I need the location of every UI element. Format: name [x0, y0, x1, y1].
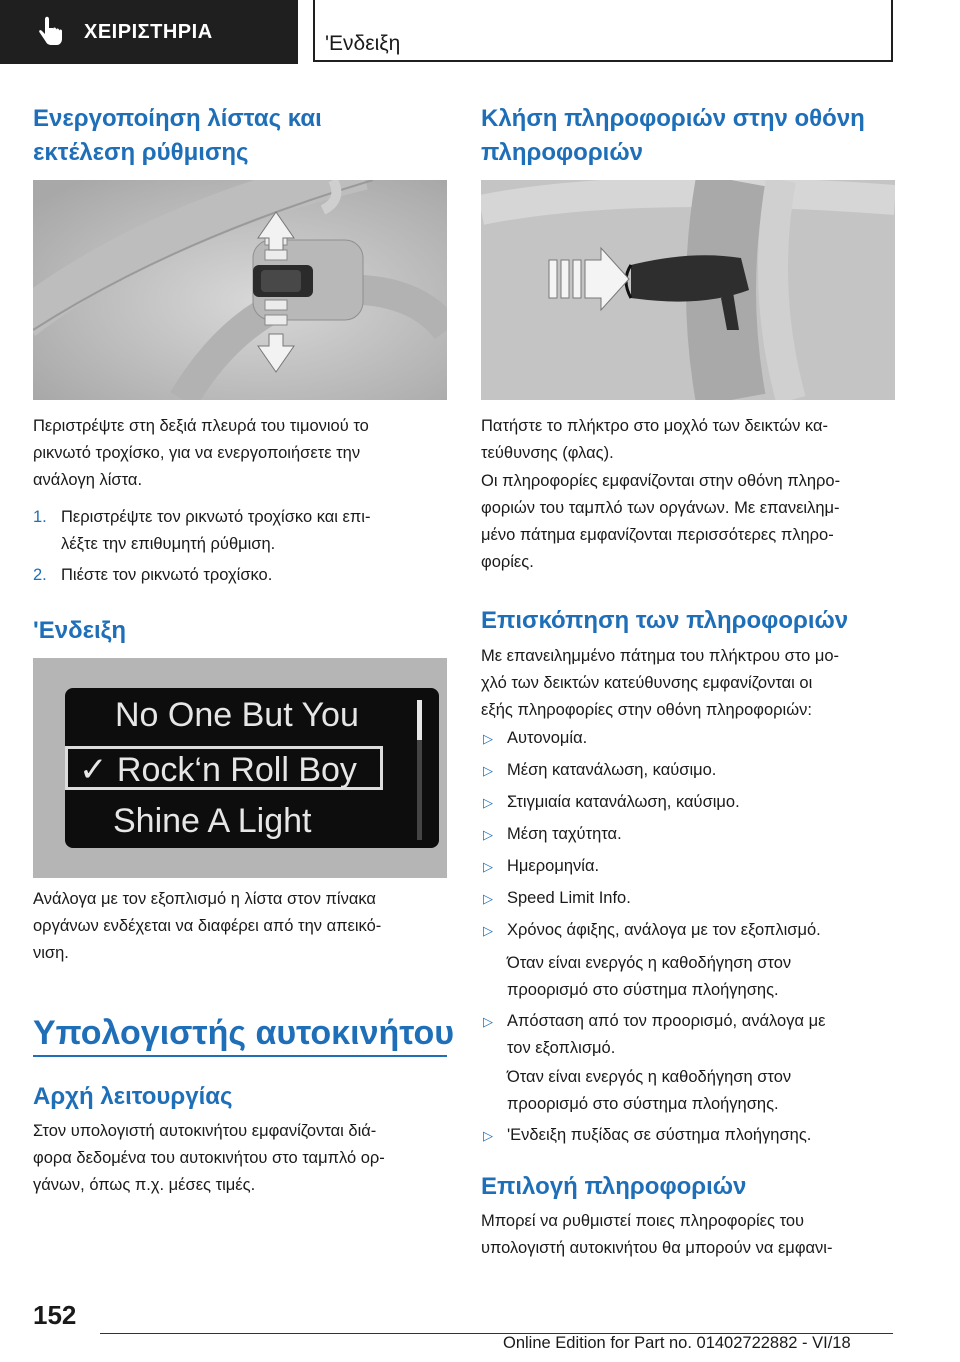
section-header — [0, 0, 298, 64]
display-item: No One But You — [115, 696, 359, 734]
text-line: Μπορεί να ρυθμιστεί ποιες πληροφορίες του — [481, 1212, 805, 1230]
triangle-bullet-icon: ▷ — [483, 731, 493, 746]
text-line: προορισμό στο σύστημα πλοήγησης. — [507, 1095, 779, 1113]
pointing-hand-icon — [30, 12, 70, 52]
text-line: προορισμό στο σύστημα πλοήγησης. — [507, 981, 779, 999]
display-item: Shine A Light — [113, 802, 312, 840]
text-line: Περιστρέψτε στη δεξιά πλευρά του τιμονιού το — [33, 417, 369, 435]
paragraph-overview — [481, 643, 901, 724]
text-line: Απόσταση από τον προορισμό, ανάλογα με — [507, 1012, 826, 1030]
triangle-bullet-icon: ▷ — [483, 795, 493, 810]
paragraph-principle — [33, 1118, 453, 1199]
text-line: τεύθυνσης (φλας). — [481, 444, 614, 462]
step-text — [61, 504, 449, 558]
display-item-selected: ✓ Rock‘n Roll Boy — [79, 751, 357, 789]
paragraph-info-display — [481, 468, 901, 576]
paragraph-rotate — [33, 413, 453, 494]
list-item-note — [507, 1064, 897, 1118]
text-line: Με επανειλημμένο πάτημα του πλήκτρου στο μο‐ — [481, 647, 840, 665]
steering-wheel-illustration — [33, 180, 447, 400]
display-figure — [33, 658, 447, 878]
text-line: χλό των δεικτών κατεύθυνσης εμφανίζονται οι — [481, 674, 813, 692]
heading-overview: Επισκόπηση των πληροφοριών — [481, 607, 849, 634]
text-line: Πιέστε τον ρικνωτό τροχίσκο. — [61, 566, 273, 584]
display-screen — [65, 688, 439, 848]
step-number: 2. — [33, 566, 47, 584]
triangle-bullet-icon: ▷ — [483, 763, 493, 778]
list-item-text: Μέση ταχύτητα. — [507, 825, 622, 843]
list-item-text: Speed Limit Info. — [507, 889, 631, 907]
text-line: Πατήστε το πλήκτρο στο μοχλό των δεικτών κα‐ — [481, 417, 828, 435]
turn-signal-figure — [481, 180, 895, 400]
scroll-track — [417, 740, 422, 840]
paragraph-equipment — [33, 886, 453, 967]
heading-line: Ενεργοποίηση λίστας και — [33, 105, 322, 132]
triangle-bullet-icon: ▷ — [483, 1014, 493, 1029]
text-line: εξής πληροφορίες στην οθόνη πληροφοριών: — [481, 701, 812, 719]
triangle-bullet-icon: ▷ — [483, 891, 493, 906]
heading-line: Κλήση πληροφοριών στην οθόνη — [481, 105, 865, 132]
text-line: ανάλογη λίστα. — [33, 471, 143, 489]
list-item-text: Στιγμιαία κατανάλωση, καύσιμο. — [507, 793, 740, 811]
list-item-text: 'Ενδειξη πυξίδας σε σύστημα πλοήγησης. — [507, 1126, 812, 1144]
edition-text: Online Edition for Part no. 01402722882 - VI/18 — [503, 1334, 851, 1352]
heading-onboard-computer: Υπολογιστής αυτοκινήτου — [33, 1014, 455, 1052]
heading-display: 'Ενδειξη — [33, 617, 127, 644]
section-title: ΧΕΙΡΙΣΤΗΡΙΑ — [84, 20, 213, 43]
paragraph-select-info — [481, 1208, 901, 1262]
text-line: Ανάλογα με τον εξοπλισμό η λίστα στον πίνακα — [33, 890, 376, 908]
scroll-indicator — [417, 700, 422, 740]
text-line: τον εξοπλισμό. — [507, 1039, 616, 1057]
triangle-bullet-icon: ▷ — [483, 827, 493, 842]
text-line: Όταν είναι ενεργός η καθοδήγηση στον — [507, 954, 792, 972]
text-line: Στον υπολογιστή αυτοκινήτου εμφανίζονται διά‐ — [33, 1122, 377, 1140]
text-line: φοριών του ταμπλό των οργάνων. Με επανειλημ‐ — [481, 499, 840, 517]
list-item-text — [507, 1008, 897, 1062]
text-line: μένο πάτημα εμφανίζονται περισσότερες πληρο‐ — [481, 526, 834, 544]
triangle-bullet-icon: ▷ — [483, 923, 493, 938]
text-line: λέξτε την επιθυμητή ρύθμιση. — [61, 535, 276, 553]
list-item-text: Χρόνος άφιξης, ανάλογα με τον εξοπλισμό. — [507, 921, 821, 939]
turn-signal-illustration — [481, 180, 895, 400]
text-line: Περιστρέψτε τον ρικνωτό τροχίσκο και επι‐ — [61, 508, 371, 526]
heading-call-info — [481, 102, 901, 170]
paragraph-press — [481, 413, 901, 467]
topic-header — [313, 0, 893, 62]
text-line: Όταν είναι ενεργός η καθοδήγηση στον — [507, 1068, 792, 1086]
text-line: γάνων, όπως π.χ. μέσες τιμές. — [33, 1176, 256, 1194]
heading-principle: Αρχή λειτουργίας — [33, 1083, 233, 1110]
heading-activate-list — [33, 102, 453, 170]
text-line: Οι πληροφορίες εμφανίζονται στην οθόνη πληρο‐ — [481, 472, 841, 490]
text-line: οργάνων ενδέχεται να διαφέρει από την απεικό‐ — [33, 917, 382, 935]
step-number: 1. — [33, 508, 47, 526]
text-line: φορα δεδομένα του αυτοκινήτου στο ταμπλό ορ‐ — [33, 1149, 385, 1167]
text-line: ρικνωτό τροχίσκο, για να ενεργοποιήσετε την — [33, 444, 361, 462]
heading-line: εκτέλεση ρύθμισης — [33, 139, 249, 166]
text-line: φορίες. — [481, 553, 534, 571]
list-item-note — [507, 950, 897, 1004]
footer-edition — [503, 1334, 851, 1353]
list-item-text: Μέση κατανάλωση, καύσιμο. — [507, 761, 717, 779]
list-item-text: Αυτονομία. — [507, 729, 588, 747]
heading-select-info: Επιλογή πληροφοριών — [481, 1173, 747, 1200]
text-line: νιση. — [33, 944, 69, 962]
triangle-bullet-icon: ▷ — [483, 859, 493, 874]
text-line: υπολογιστή αυτοκινήτου θα μπορούν να εμφανι‐ — [481, 1239, 833, 1257]
heading-line: πληροφοριών — [481, 139, 643, 166]
triangle-bullet-icon: ▷ — [483, 1128, 493, 1143]
step-text — [61, 562, 449, 589]
steering-wheel-figure — [33, 180, 447, 400]
topic-title: 'Ενδειξη — [325, 32, 401, 55]
heading-rule — [33, 1055, 447, 1057]
list-item-text: Ημερομηνία. — [507, 857, 600, 875]
page-number: 152 — [33, 1300, 77, 1330]
